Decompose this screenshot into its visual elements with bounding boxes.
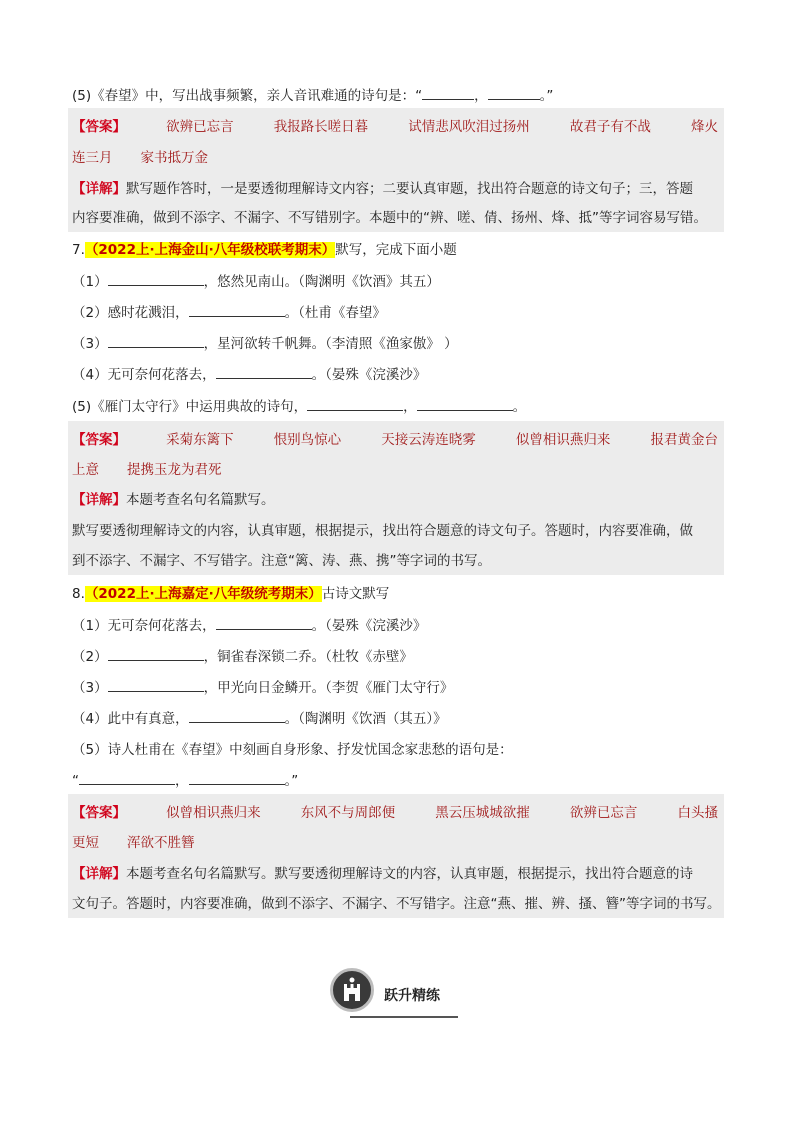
question-item: (5)《雁门太守行》中运用典故的诗句， ， 。 [72,395,526,415]
divider [350,1016,458,1018]
detail-text: 【详解】本题考查名句名篇默写。默写要透彻理解诗文的内容，认真审题，根据提示，找出符合题意的诗 [72,866,693,882]
answer-box-8 [68,794,724,918]
question-item: （1）无可奈何花落去， 。（晏殊《浣溪沙》 [72,614,426,634]
question-item: （2） ，铜雀春深锁二乔。（杜牧《赤壁》 [72,645,413,665]
question-item: （1） ，悠然见南山。（陶渊明《饮酒》其五） [72,270,440,290]
question-item: “ ， 。” [72,769,298,789]
answer-blank[interactable] [79,770,175,785]
answer-box-6 [68,108,724,232]
answer-blank[interactable] [189,302,285,317]
source-highlight: （2022上·上海金山·八年级校联考期末） [84,242,336,258]
answer-box-7 [68,421,724,575]
answer-row: 【答案】 采菊东篱下 恨别鸟惊心 天接云涛连晓雾 似曾相识燕归来 报君黄金台 [72,432,718,448]
detail-text: 【详解】本题考查名句名篇默写。 [72,492,275,508]
question-7-title: 7.（2022上·上海金山·八年级校联考期末）默写，完成下面小题 [72,242,457,258]
answer-row: 【答案】 欲辨已忘言 我报路长嗟日暮 试情悲风吹泪过扬州 故君子有不战 烽火 [72,119,718,135]
answer-blank[interactable] [422,85,474,100]
answer-blank[interactable] [307,396,403,411]
answer-row: 【答案】 似曾相识燕归来 东风不与周郎便 黑云压城城欲摧 欲辨已忘言 白头搔 [72,805,718,821]
answer-blank[interactable] [108,333,204,348]
question-item: （4）无可奈何花落去， 。（晏殊《浣溪沙》 [72,363,426,383]
answer-row-2: 上意 提携玉龙为君死 [72,462,222,478]
answer-blank[interactable] [216,615,312,630]
detail-text: 默写要透彻理解诗文的内容，认真审题，根据提示，找出符合题意的诗文句子。答题时，内容要准确，做 [72,523,693,539]
question-item: （3） ，星河欲转千帆舞。（李清照《渔家傲》 ） [72,332,458,352]
question-8-title: 8.（2022上·上海嘉定·八年级统考期末）古诗文默写 [72,586,390,602]
section-title: 跃升精练 [384,988,440,1004]
answer-blank[interactable] [417,396,513,411]
answer-blank[interactable] [216,364,312,379]
answer-blank[interactable] [189,770,285,785]
answer-blank[interactable] [108,271,204,286]
answer-blank[interactable] [108,677,204,692]
answer-blank[interactable] [189,708,285,723]
detail-text: 文句子。答题时，内容要准确，做到不添字、不漏字、不写错字。注意“燕、摧、辨、搔、簪”等字词的书写。 [72,896,721,912]
question-item: （2）感时花溅泪， 。（杜甫《春望》 [72,301,386,321]
source-highlight: （2022上·上海嘉定·八年级统考期末） [84,586,322,602]
answer-row-2: 连三月 家书抵万金 [72,150,208,166]
question-item: （3） ，甲光向日金鳞开。（李贺《雁门太守行》 [72,676,453,696]
detail-text: 【详解】默写题作答时，一是要透彻理解诗文内容；二要认真审题，找出符合题意的诗文句子；三，答题 [72,181,693,197]
answer-blank[interactable] [108,646,204,661]
question-item: （5）诗人杜甫在《春望》中刻画自身形象、抒发忧国念家悲愁的语句是： [72,742,513,758]
question-6-5: (5)《春望》中，写出战事频繁，亲人音讯难通的诗句是：“ ， 。” [72,84,553,104]
detail-text: 内容要准确，做到不添字、不漏字、不写错别字。本题中的“辨、嗟、倩、扬州、烽、抵”等字词容易写错。 [72,210,707,226]
detail-text: 到不添字、不漏字、不写错字。注意“篱、涛、燕、携”等字词的书写。 [72,553,491,569]
answer-row-2: 更短 浑欲不胜簪 [72,835,195,851]
answer-blank[interactable] [488,85,540,100]
castle-icon [330,968,374,1012]
question-item: （4）此中有真意， 。（陶渊明《饮酒（其五）》 [72,707,447,727]
